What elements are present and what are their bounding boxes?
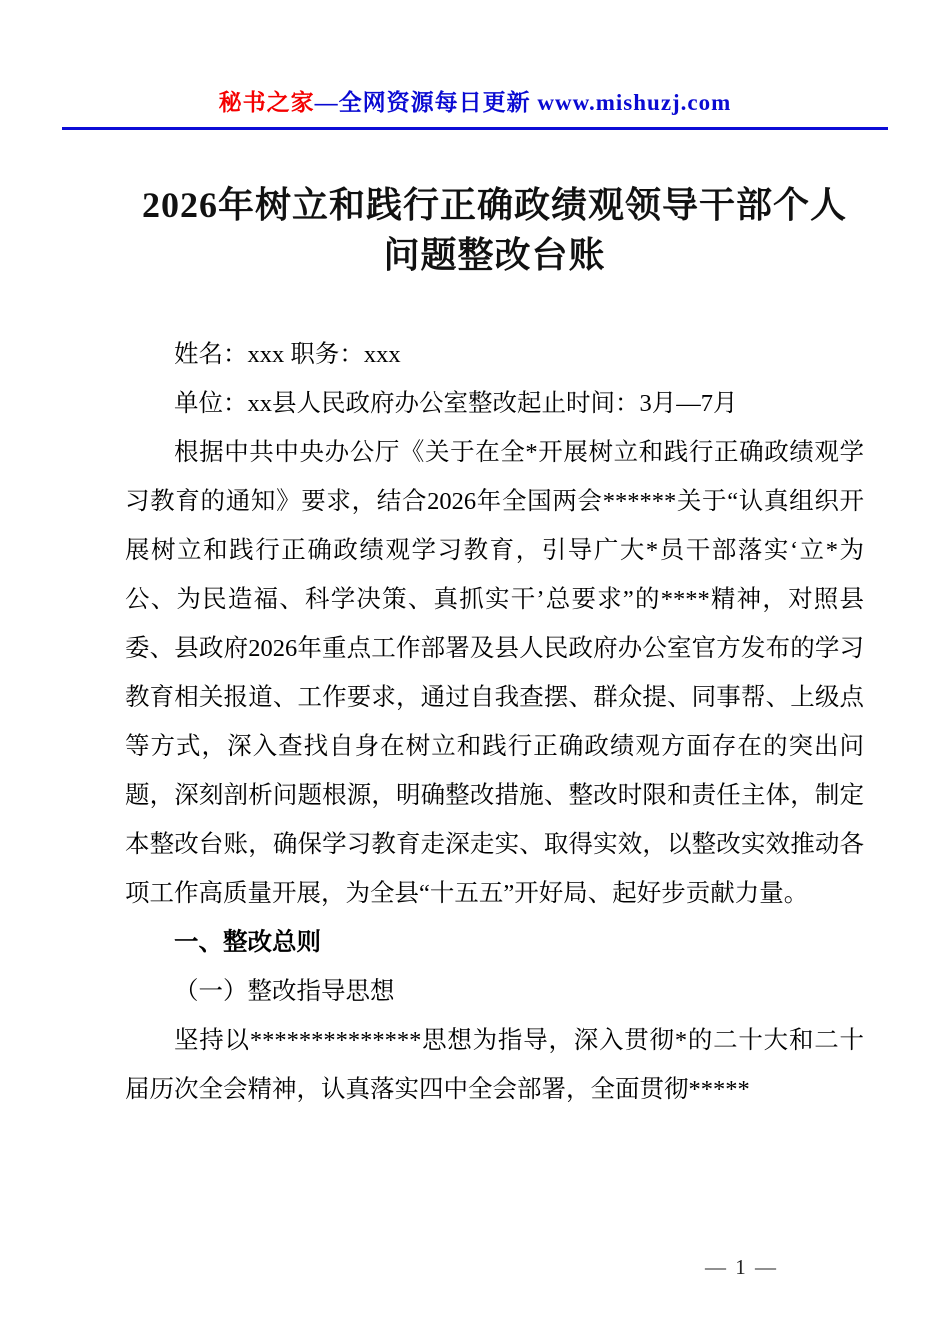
title-line-1: 2026年树立和践行正确政绩观领导干部个人 [141,185,847,225]
site-header [0,0,950,130]
site-url-link[interactable]: www.mishuzj.com [537,90,732,115]
paragraph-intro: 根据中共中央办公厅《关于在全*开展树立和践行正确政绩观学习教育的通知》要求，结合2026年全国两会******关于“认真组织开展树立和践行正确政绩观学习教育，引导广大*员干部落实‘立*为公、为民造福、科学决策、真抓实干’总要求”的****精神，对照县委、县政府2026年重点工作部署及县人民政府办公室官方发布的学习教育相关报道、工作要求，通过自我查摆、群众提、同事帮、上级点等方式，深入查找自身在树立和践行正确政绩观方面存在的突出问题，深刻剖析问题根源，明确整改措施、整改时限和责任主体，制定本整改台账，确保学习教育走深走实、取得实效，以整改实效推动各项工作高质量开展，为全县“十五五”开好局、起好步贡献力量。 [125,439,864,907]
site-tagline: —全网资源每日更新 [314,90,538,115]
paragraph-unit-period: 单位：xx县人民政府办公室整改起止时间：3月—7月 [174,390,738,417]
section-heading-1: 一、整改总则 [174,929,321,956]
title-line-2: 问题整改台账 [383,235,606,275]
paragraph-name-position: 姓名：xxx 职务：xxx [174,341,401,368]
document-title [125,180,864,280]
header-text [0,84,950,117]
brand-name: 秘书之家 [218,90,315,115]
document-body [0,130,950,1114]
page-footer [705,1255,778,1280]
page-number: — 1 — [705,1255,778,1279]
subsection-heading-1: （一）整改指导思想 [174,978,395,1005]
paragraph-guiding-thought: 坚持以**************思想为指导，深入贯彻*的二十大和二十届历次全会精神，认真落实四中全会部署，全面贯彻***** [125,1027,864,1103]
